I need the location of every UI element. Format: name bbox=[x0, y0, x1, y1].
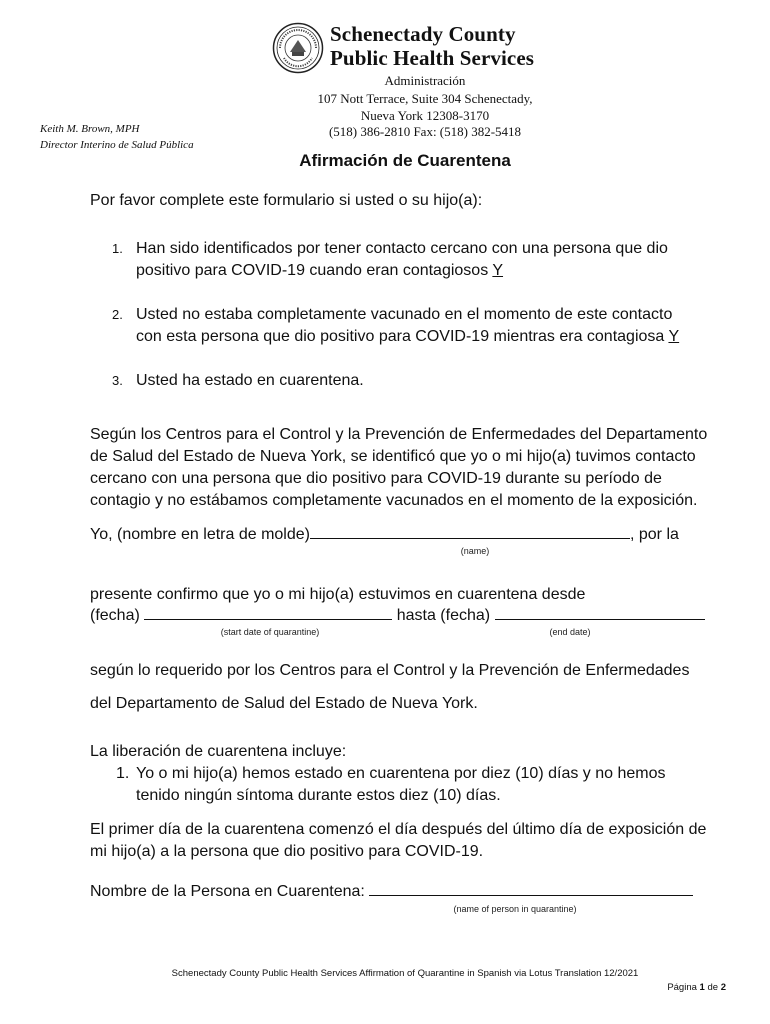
paragraph-line: Según los Centros para el Control y la Prevención de Enfermedades del Departamento bbox=[90, 426, 708, 443]
director-name: Keith M. Brown, MPH bbox=[40, 123, 140, 135]
footer-text: Schenectady County Public Health Services Affirmation of Quarantine in Spanish via Lotus Translation 12/2021 bbox=[171, 968, 639, 979]
name-prefix: Yo, (nombre en letra de molde) bbox=[90, 526, 310, 543]
date-line bbox=[90, 605, 705, 627]
first-day-paragraph bbox=[90, 819, 706, 863]
document-title: Afirmación de Cuarentena bbox=[299, 151, 511, 170]
name-suffix: , por la bbox=[629, 526, 679, 543]
required-line: según lo requerido por los Centros para el Control y la Prevención de Enfermedades bbox=[90, 662, 690, 679]
person-name-blank-field[interactable] bbox=[369, 881, 693, 896]
end-date-blank-field[interactable] bbox=[495, 605, 705, 620]
condition-line: con esta persona que dio positivo para COVID-19 mientras era contagiosa bbox=[136, 328, 665, 345]
page-current: 1 bbox=[699, 982, 705, 993]
start-date-caption: (start date of quarantine) bbox=[220, 627, 320, 637]
address-line: (518) 386-2810 Fax: (518) 382-5418 bbox=[328, 124, 522, 139]
name-caption: (name) bbox=[460, 546, 490, 556]
from-date-label: (fecha) bbox=[90, 607, 140, 624]
end-date-caption: (end date) bbox=[549, 627, 591, 637]
name-blank-field[interactable] bbox=[310, 524, 630, 539]
county-seal-logo bbox=[272, 22, 324, 74]
condition-line: positivo para COVID-19 cuando eran contagiosos bbox=[136, 262, 489, 279]
intro-text: Por favor complete este formulario si usted o su hijo(a): bbox=[90, 192, 483, 209]
person-label: Nombre de la Persona en Cuarentena: bbox=[90, 883, 365, 900]
condition-number: 2. bbox=[112, 307, 123, 322]
release-line: Yo o mi hijo(a) hemos estado en cuarentena por diez (10) días y no hemos bbox=[136, 765, 666, 782]
condition-number: 3. bbox=[112, 373, 123, 388]
release-number: 1. bbox=[116, 765, 130, 782]
condition-mark: Y bbox=[492, 262, 504, 279]
paragraph-line: de Salud del Estado de Nueva York, se identificó que yo o mi hijo(a) tuvimos contacto bbox=[90, 448, 696, 465]
release-line: tenido ningún síntoma durante estos diez (10) días. bbox=[136, 787, 501, 804]
cdc-paragraph bbox=[90, 424, 707, 512]
page-number bbox=[667, 982, 726, 993]
person-line bbox=[90, 881, 693, 903]
condition-line: Usted no estaba completamente vacunado en el momento de este contacto bbox=[136, 306, 673, 323]
release-heading: La liberación de cuarentena incluye: bbox=[90, 743, 347, 760]
person-caption: (name of person in quarantine) bbox=[453, 904, 577, 914]
director-title: Director Interino de Salud Pública bbox=[40, 139, 194, 151]
start-date-blank-field[interactable] bbox=[144, 605, 392, 620]
condition-line: Han sido identificados por tener contacto cercano con una persona que dio bbox=[136, 240, 668, 257]
org-name-line2: Public Health Services bbox=[330, 46, 535, 70]
confirm-line: presente confirmo que yo o mi hijo(a) estuvimos en cuarentena desde bbox=[90, 586, 586, 603]
paragraph-line: mi hijo(a) a la persona que dio positivo para COVID-19. bbox=[90, 843, 484, 860]
paragraph-line: contagio y no estábamos completamente vacunados en el momento de la exposición. bbox=[90, 492, 698, 509]
page-of: de bbox=[707, 982, 719, 993]
to-date-label: hasta (fecha) bbox=[396, 607, 491, 624]
required-line: del Departamento de Salud del Estado de Nueva York. bbox=[90, 695, 478, 712]
condition-mark: Y bbox=[668, 328, 680, 345]
paragraph-line: cercano con una persona que dio positivo para COVID-19 durante su período de bbox=[90, 470, 662, 487]
page-total: 2 bbox=[720, 982, 726, 993]
address-line: 107 Nott Terrace, Suite 304 Schenectady, bbox=[317, 91, 533, 106]
org-name-line1: Schenectady County bbox=[330, 22, 516, 46]
paragraph-line: El primer día de la cuarentena comenzó el día después del último día de exposición de bbox=[90, 821, 707, 838]
name-line bbox=[90, 524, 679, 546]
condition-number: 1. bbox=[112, 241, 123, 256]
address-line: Administración bbox=[384, 73, 466, 88]
address-line: Nueva York 12308-3170 bbox=[360, 108, 490, 123]
condition-line: Usted ha estado en cuarentena. bbox=[136, 372, 364, 389]
page-word: Página bbox=[667, 982, 697, 993]
